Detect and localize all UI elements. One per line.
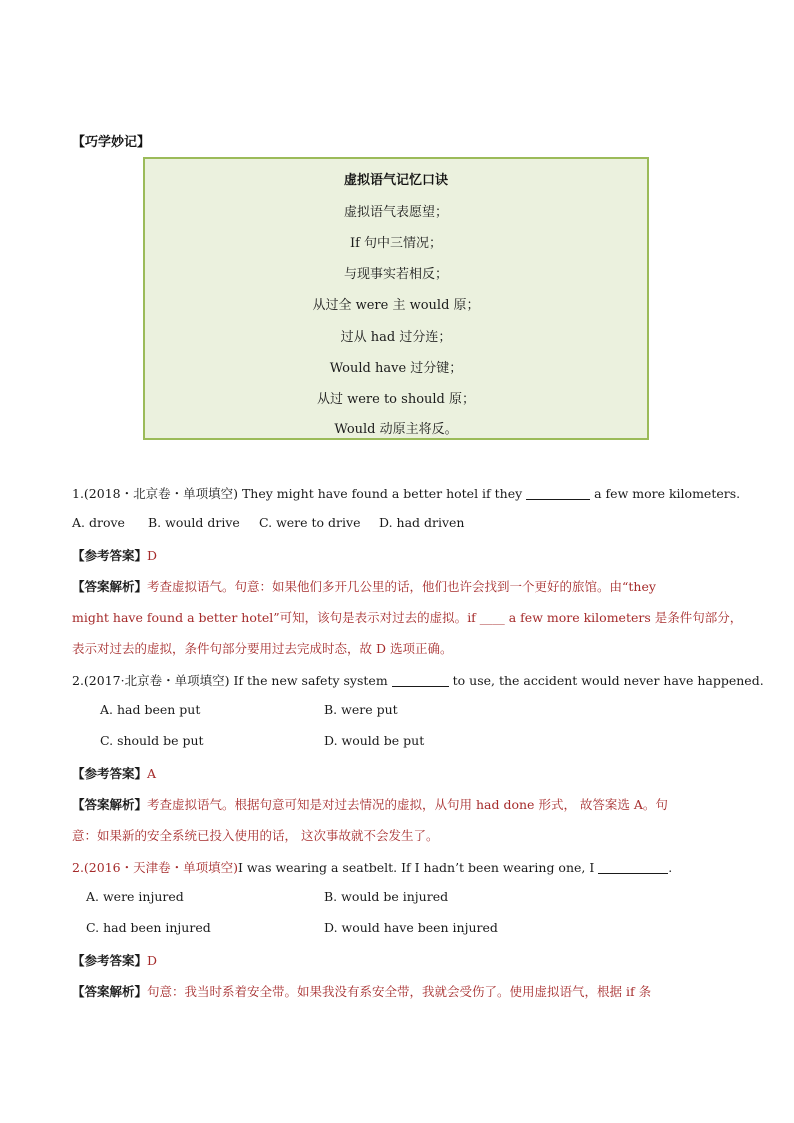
- question-text: a few more kilometers.: [590, 486, 741, 501]
- answer-row: [72, 764, 156, 782]
- analysis-label: 【答案解析】: [72, 797, 148, 812]
- mnemonic-line: 从过 were to should 原；: [316, 392, 476, 407]
- analysis-line: 表示对过去的虚拟，条件句部分要用过去完成时态，故 D 选项正确。: [72, 641, 453, 656]
- analysis-text: 句意：我当时系着安全带。如果我没有系安全带，我就会受伤了。使用虚拟语气，根据 if 条: [147, 984, 652, 999]
- analysis-line: 意：如果新的安全系统已投入使用的话， 这次事故就不会发生了。: [72, 828, 439, 843]
- question-source: 2.(2016・天津卷・单项填空): [72, 860, 238, 875]
- question-text: to use, the accident would never have happened.: [448, 673, 764, 688]
- analysis-line: [72, 982, 651, 1000]
- answer-blank: [526, 487, 590, 500]
- analysis-label: 【答案解析】: [72, 579, 148, 594]
- mnemonic-box: [143, 157, 649, 440]
- mnemonic-line: 虚拟语气表愿望；: [343, 205, 448, 220]
- mnemonic-line: 从过全 were 主 would 原；: [312, 298, 480, 313]
- mnemonic-line: 与现事实若相反；: [343, 267, 448, 282]
- question-text: .: [668, 860, 673, 875]
- analysis-text: had done: [476, 797, 535, 812]
- section-title: 【巧学妙记】: [72, 135, 151, 150]
- question-text: I was wearing a seatbelt. If I hadn’t been wearing one, I: [238, 860, 599, 875]
- option-a: A. were injured: [86, 889, 184, 904]
- option-c: C. should be put: [100, 733, 204, 748]
- option-d: D. would be put: [324, 733, 425, 748]
- question-text: If the new safety system: [233, 673, 392, 688]
- option-b: B. would be injured: [324, 889, 449, 904]
- answer-value: D: [147, 548, 158, 563]
- option-d: D. would have been injured: [324, 920, 498, 935]
- mnemonic-title: 虚拟语气记忆口诀: [343, 173, 448, 188]
- mnemonic-line: If 句中三情况；: [349, 236, 443, 251]
- option-c: C. were to drive: [259, 515, 361, 530]
- analysis-text: 考查虚拟语气。根据句意可知是对过去情况的虚拟，从句用: [147, 797, 476, 812]
- analysis-text: 考查虚拟语气。句意：如果他们多开几公里的话，他们也许会找到一个更好的旅馆。由“they: [147, 579, 656, 594]
- option-c: C. had been injured: [86, 920, 211, 935]
- question-source: 1.(2018・北京卷・单项填空): [72, 486, 242, 501]
- question-2-stem: [72, 671, 764, 689]
- option-a: A. had been put: [100, 702, 201, 717]
- answer-row: [72, 546, 157, 564]
- analysis-line: [72, 577, 656, 595]
- answer-label: 【参考答案】: [72, 548, 148, 563]
- analysis-text: 形式， 故答案选 A。句: [534, 797, 668, 812]
- mnemonic-line: 过从 had 过分连；: [340, 330, 452, 345]
- option-b: B. were put: [324, 702, 398, 717]
- option-a: A. drove: [72, 515, 125, 530]
- mnemonic-line: Would 动原主将反。: [334, 422, 458, 437]
- answer-blank: [598, 861, 668, 874]
- analysis-label: 【答案解析】: [72, 984, 148, 999]
- answer-label: 【参考答案】: [72, 953, 148, 968]
- mnemonic-line: Would have 过分键；: [329, 361, 463, 376]
- analysis-line: [72, 608, 742, 626]
- answer-label: 【参考答案】: [72, 766, 148, 781]
- option-d: D. had driven: [379, 515, 465, 530]
- option-b: B. would drive: [148, 515, 240, 530]
- answer-row: [72, 951, 157, 969]
- analysis-text: 是条件句部分，: [654, 610, 743, 625]
- analysis-text: might have found a better hotel”: [72, 610, 280, 625]
- answer-value: A: [147, 766, 157, 781]
- analysis-text: 可知，该句是表示对过去的虚拟。: [279, 610, 468, 625]
- question-3-stem: [72, 858, 672, 876]
- analysis-text: if ____ a few more kilometers: [467, 610, 655, 625]
- answer-blank: [392, 674, 449, 687]
- analysis-line: [72, 795, 668, 813]
- answer-value: D: [147, 953, 158, 968]
- question-1-stem: [72, 484, 740, 502]
- question-source: 2.(2017·北京卷・单项填空): [72, 673, 234, 688]
- question-text: They might have found a better hotel if they: [241, 486, 527, 501]
